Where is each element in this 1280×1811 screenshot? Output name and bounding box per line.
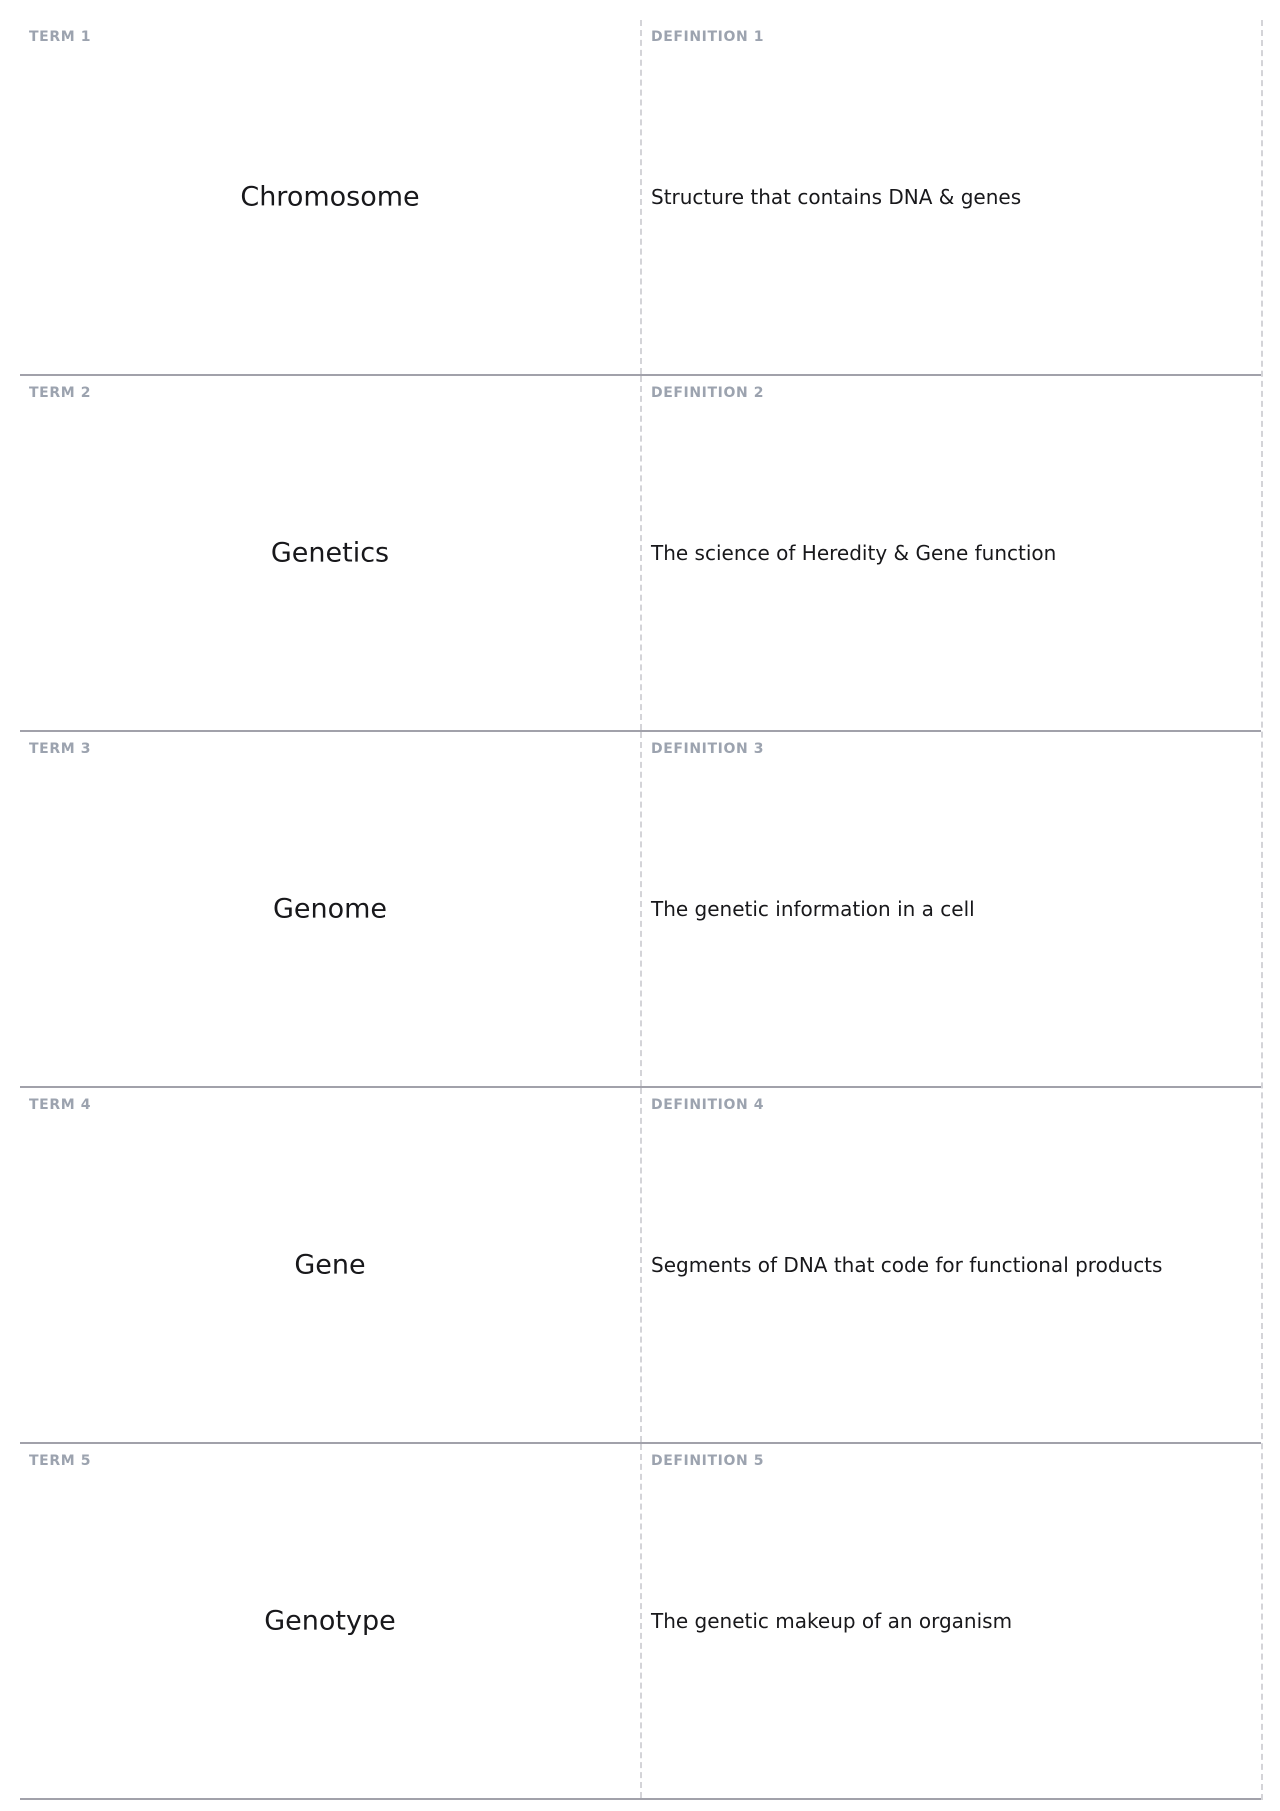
flashcard-row bbox=[20, 376, 1261, 732]
term-text: Gene bbox=[294, 1249, 366, 1281]
term-label: TERM 5 bbox=[29, 1453, 92, 1469]
definition-text: The science of Heredity & Gene function bbox=[651, 541, 1057, 565]
term-cell bbox=[20, 1444, 642, 1798]
flashcard-sheet bbox=[20, 20, 1263, 1800]
term-label: TERM 3 bbox=[29, 741, 92, 757]
flashcard-row bbox=[20, 1444, 1261, 1800]
term-label: TERM 1 bbox=[29, 29, 92, 45]
definition-cell bbox=[642, 376, 1261, 730]
definition-label: DEFINITION 4 bbox=[651, 1097, 765, 1113]
definition-label: DEFINITION 1 bbox=[651, 29, 765, 45]
definition-text: The genetic information in a cell bbox=[651, 897, 975, 921]
definition-cell bbox=[642, 732, 1261, 1086]
definition-text: Structure that contains DNA & genes bbox=[651, 185, 1022, 209]
term-cell bbox=[20, 1088, 642, 1442]
term-cell bbox=[20, 20, 642, 374]
flashcard-row bbox=[20, 732, 1261, 1088]
definition-text: Segments of DNA that code for functional products bbox=[651, 1253, 1163, 1277]
definition-cell bbox=[642, 20, 1261, 374]
term-text: Chromosome bbox=[240, 181, 420, 213]
definition-label: DEFINITION 3 bbox=[651, 741, 765, 757]
flashcard-row bbox=[20, 20, 1261, 376]
term-cell bbox=[20, 376, 642, 730]
definition-text: The genetic makeup of an organism bbox=[651, 1609, 1013, 1633]
definition-cell bbox=[642, 1088, 1261, 1442]
definition-cell bbox=[642, 1444, 1261, 1798]
flashcard-row bbox=[20, 1088, 1261, 1444]
term-text: Genotype bbox=[264, 1605, 396, 1637]
term-label: TERM 2 bbox=[29, 385, 92, 401]
term-cell bbox=[20, 732, 642, 1086]
term-label: TERM 4 bbox=[29, 1097, 92, 1113]
term-text: Genetics bbox=[270, 537, 390, 569]
definition-label: DEFINITION 5 bbox=[651, 1453, 765, 1469]
definition-label: DEFINITION 2 bbox=[651, 385, 765, 401]
term-text: Genome bbox=[272, 893, 388, 925]
